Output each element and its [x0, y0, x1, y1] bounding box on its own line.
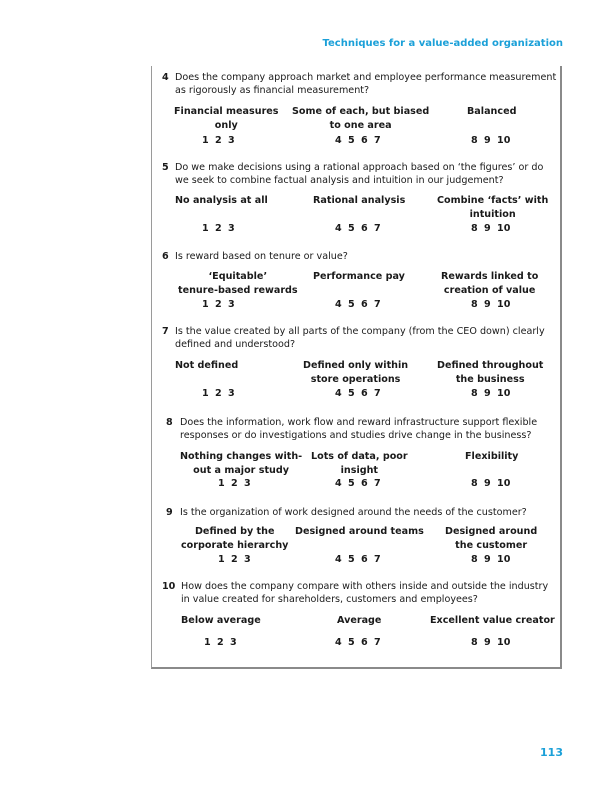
option-label: Not defined	[175, 360, 239, 371]
option-label: Below average	[181, 615, 261, 626]
option-label: Some of each, but biased to one area	[292, 106, 430, 131]
option-label: Defined throughout the business	[437, 360, 544, 385]
rating-scale: 8 9 10	[471, 554, 511, 565]
question-number: 8	[166, 417, 173, 428]
question-text: Do we make decisions using a rational approach based on ‘the figures’ or do we seek to combine factual analysis and intuition in our judgement?	[175, 162, 544, 186]
question-number: 4	[162, 72, 169, 83]
rating-scale: 4 5 6 7	[335, 478, 381, 489]
question-text: Does the information, work flow and reward infrastructure support flexible responses or do investigations and studies drive change in the business?	[180, 417, 538, 441]
question-text: How does the company compare with others inside and outside the industry in value created for shareholders, customers and employees?	[181, 581, 549, 605]
rating-scale: 1 2 3	[218, 554, 251, 565]
option-label: ‘Equitable’ tenure-based rewards	[178, 271, 298, 296]
question-text: Is the organization of work designed around the needs of the customer?	[180, 507, 527, 518]
question-text: Does the company approach market and employee performance measurement as rigorously as financial measurement?	[175, 72, 557, 96]
rating-scale: 1 2 3	[204, 637, 237, 648]
option-label: Rational analysis	[313, 195, 406, 206]
rating-scale: 8 9 10	[471, 388, 511, 399]
rating-scale: 4 5 6 7	[335, 299, 381, 310]
option-label: Defined by the corporate hierarchy	[181, 526, 289, 551]
rating-scale: 1 2 3	[218, 478, 251, 489]
rating-scale: 4 5 6 7	[335, 388, 381, 399]
option-label: Average	[337, 615, 382, 626]
rating-scale: 8 9 10	[471, 637, 511, 648]
rating-scale: 4 5 6 7	[335, 637, 381, 648]
rating-scale: 1 2 3	[202, 223, 235, 234]
option-label: Balanced	[467, 106, 517, 117]
option-label: Financial measures only	[174, 106, 279, 131]
option-label: Designed around the customer	[445, 526, 538, 551]
option-label: Combine ‘facts’ with intuition	[437, 195, 549, 220]
question-number: 9	[166, 507, 173, 518]
option-label: Performance pay	[313, 271, 405, 282]
page-number: 113	[540, 746, 563, 759]
rating-scale: 8 9 10	[471, 299, 511, 310]
option-label: Defined only within store operations	[303, 360, 409, 385]
rating-scale: 4 5 6 7	[335, 223, 381, 234]
option-label: No analysis at all	[175, 195, 268, 206]
question-text: Is reward based on tenure or value?	[175, 251, 348, 262]
rating-scale: 1 2 3	[202, 388, 235, 399]
option-label: Designed around teams	[295, 526, 424, 537]
question-text: Is the value created by all parts of the company (from the CEO down) clearly defined and understood?	[175, 326, 545, 350]
question-number: 6	[162, 251, 169, 262]
rating-scale: 1 2 3	[202, 135, 235, 146]
rating-scale: 8 9 10	[471, 223, 511, 234]
option-label: Lots of data, poor insight	[311, 451, 408, 476]
running-head: Techniques for a value-added organization	[322, 38, 563, 49]
option-label: Flexibility	[465, 451, 519, 462]
option-label: Nothing changes with- out a major study	[180, 451, 303, 476]
rating-scale: 4 5 6 7	[335, 135, 381, 146]
question-number: 10	[162, 581, 176, 592]
rating-scale: 1 2 3	[202, 299, 235, 310]
option-label: Excellent value creator	[430, 615, 555, 626]
option-label: Rewards linked to creation of value	[441, 271, 539, 296]
question-number: 7	[162, 326, 169, 337]
question-number: 5	[162, 162, 169, 173]
rating-scale: 4 5 6 7	[335, 554, 381, 565]
rating-scale: 8 9 10	[471, 478, 511, 489]
rating-scale: 8 9 10	[471, 135, 511, 146]
